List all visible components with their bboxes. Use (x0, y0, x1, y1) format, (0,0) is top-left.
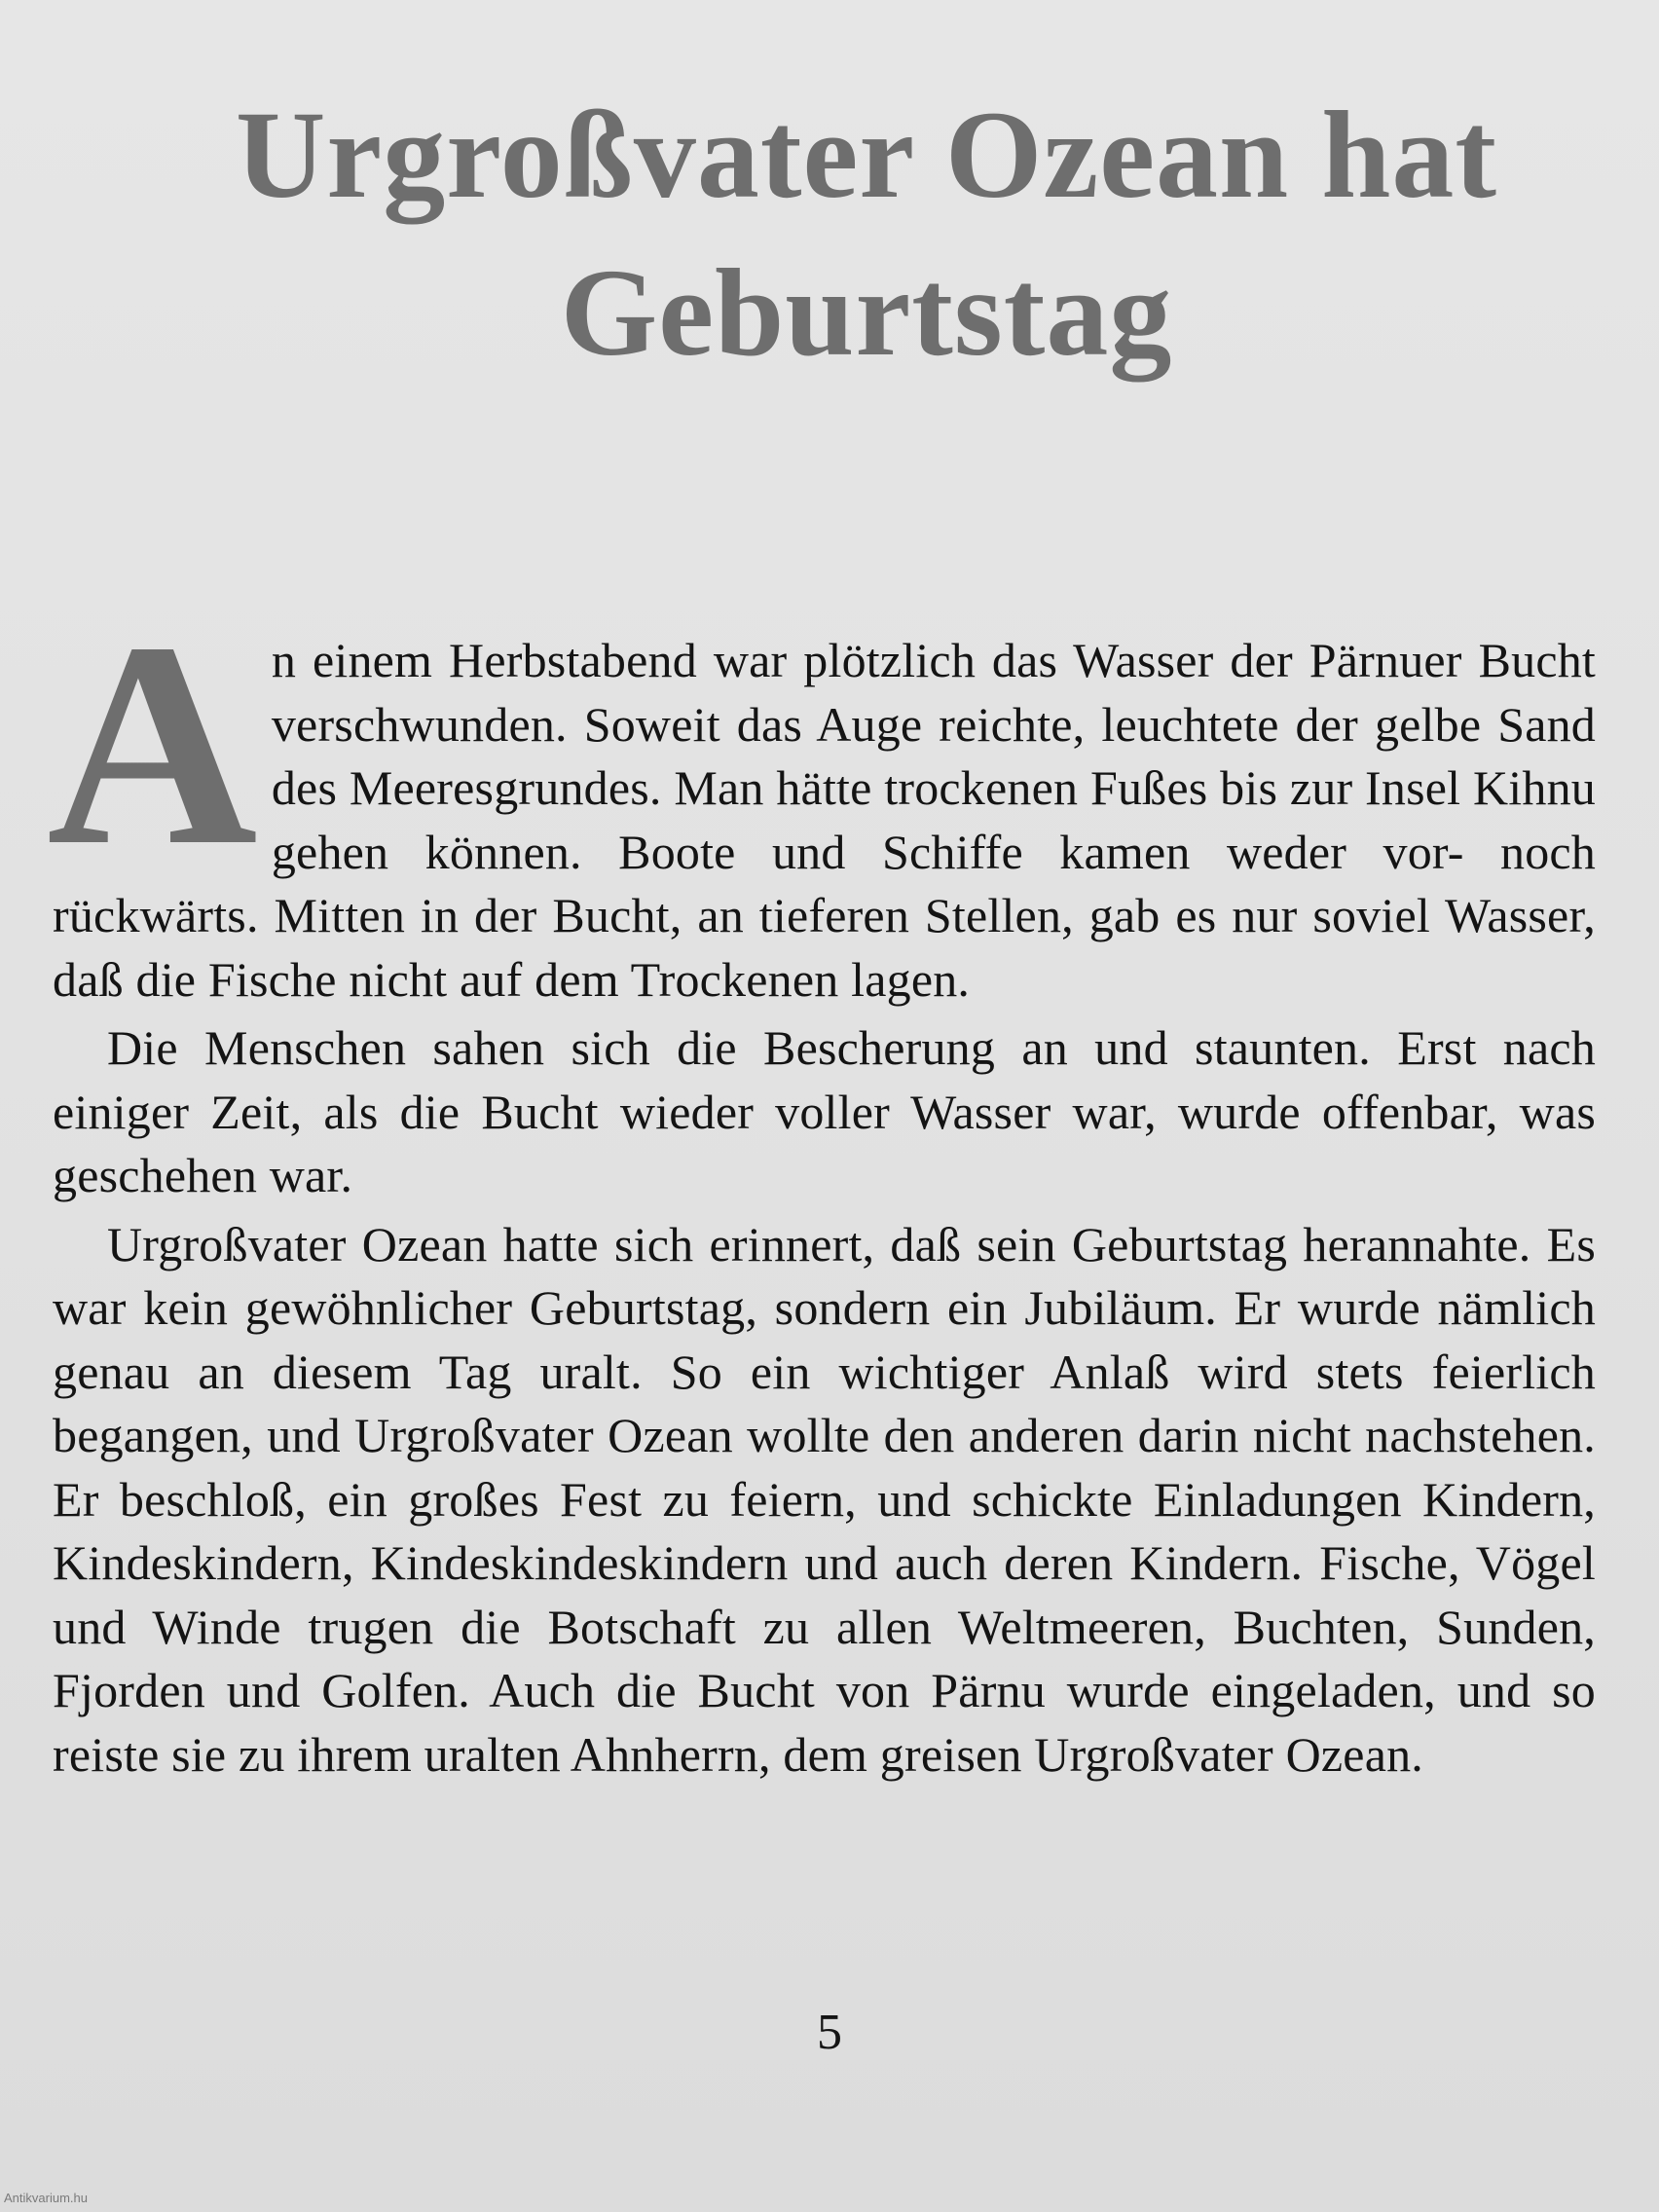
drop-cap: A (47, 582, 258, 905)
chapter-title (146, 76, 1587, 391)
page-number: 5 (817, 2005, 842, 2060)
chapter-title-line-2: Geburtstag (560, 243, 1173, 382)
paragraph-2: Die Menschen sahen sich die Bescherung an und staunten. Erst nach einiger Zeit, als die Bucht wieder voller Wasser war, wurde offenbar, was geschehen war. (53, 1020, 1596, 1202)
chapter-title-line-1: Urgroßvater Ozean hat (235, 86, 1498, 224)
watermark: Antikvarium.hu (4, 2191, 88, 2205)
paragraph-1 (47, 582, 1596, 1012)
paragraph-1-text: n einem Herbstabend war plötzlich das Wasser der Pärnuer Bucht verschwunden. Soweit das Auge reichte, leuchtete der gelbe Sand des Meeresgrundes. Man hätte trockenen Fußes bis zur Insel Kihnu gehen können. Boote und Schiffe kamen weder vor- noch rückwärts. Mitten in der Bucht, an tieferen Stellen, gab es nur soviel Wasser, daß die Fische nicht auf dem Trockenen lagen. (53, 633, 1596, 1007)
paragraph-3: Urgroßvater Ozean hatte sich erinnert, daß sein Geburtstag herannahte. Es war kein gewöhnlicher Geburtstag, sondern ein Jubiläum. Er wurde nämlich genau an diesem Tag uralt. So ein wichtiger Anlaß wird stets feierlich begangen, und Urgroßvater Ozean wollte den anderen darin nicht nachstehen. Er beschloß, ein großes Fest zu feiern, und schickte Einladungen Kindern, Kindeskindern, Kindeskindeskindern und auch deren Kindern. Fische, Vögel und Winde trugen die Botschaft zu allen Weltmeeren, Buchten, Sunden, Fjorden und Golfen. Auch die Bucht von Pärnu wurde eingeladen, und so reiste sie zu ihrem uralten Ahnherrn, dem greisen Urgroßvater Ozean. (53, 1216, 1596, 1782)
story-text (47, 582, 1596, 1791)
